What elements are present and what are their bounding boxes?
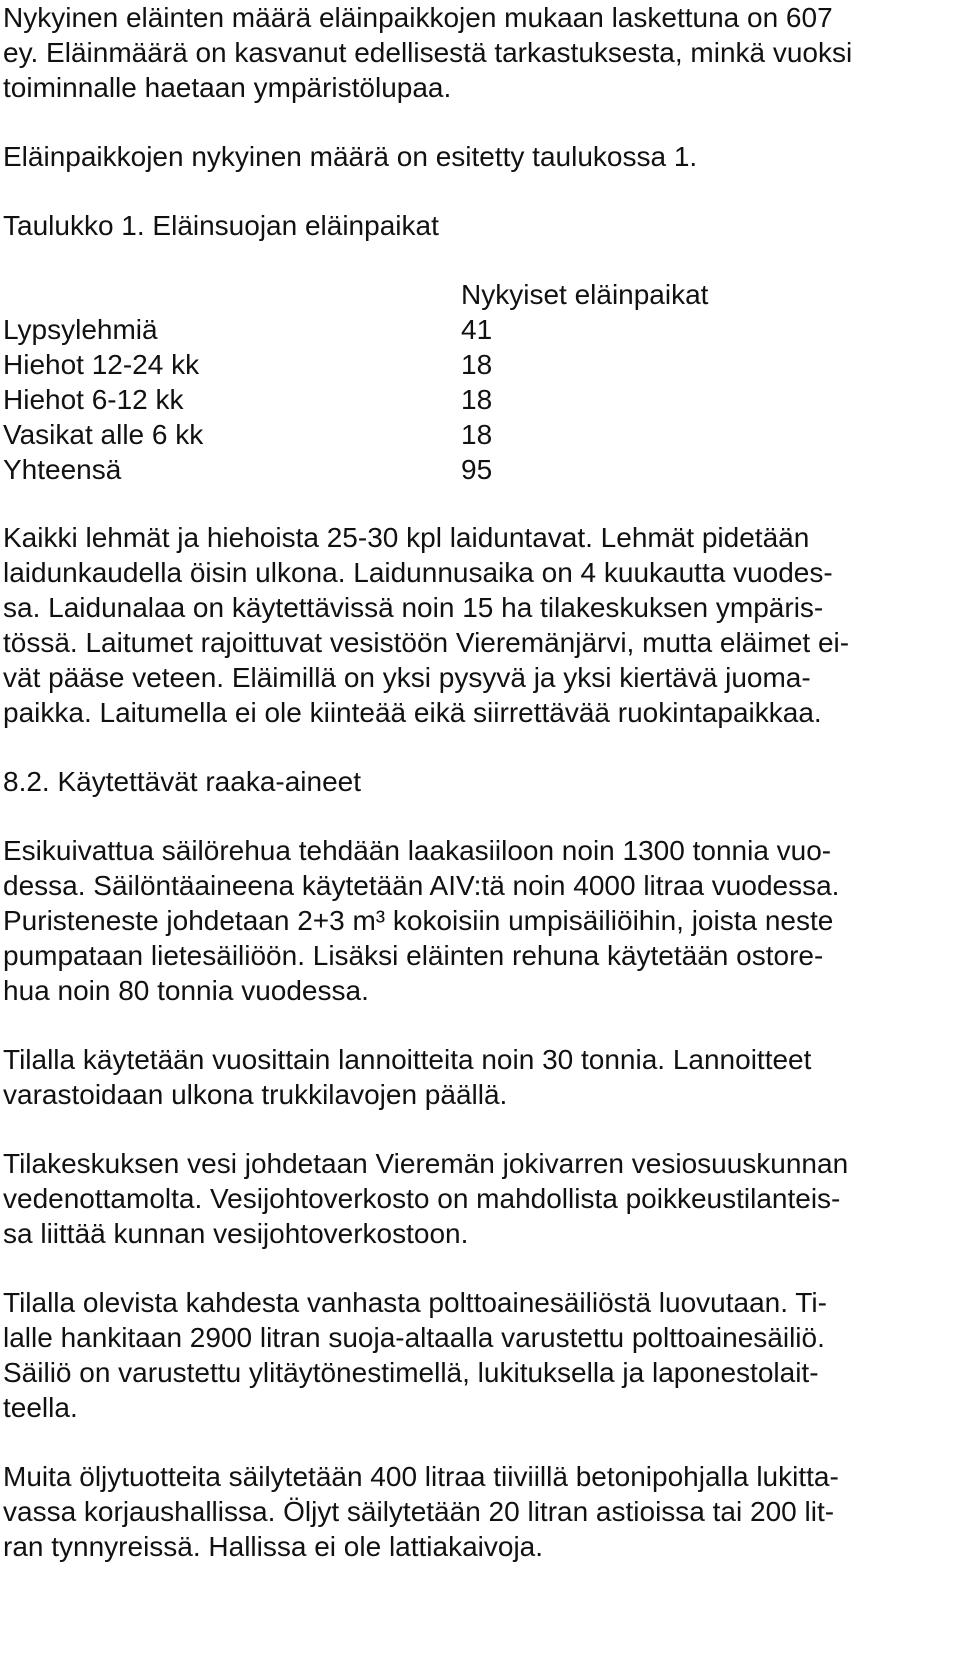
- paragraph-3-line-5: vät pääse veteen. Eläimillä on yksi pysyvä ja yksi kiertävä juoma-: [3, 662, 811, 693]
- paragraph-4-line-3: Puristeneste johdetaan 2+3 m³ kokoisiin umpisäiliöihin, joista neste: [3, 905, 834, 936]
- paragraph-8-line-2: vassa korjaushallissa. Öljyt säilytetään 20 litran astioissa tai 200 lit-: [3, 1496, 835, 1527]
- table-row-label: Yhteensä: [3, 454, 122, 485]
- table-row: [3, 382, 903, 417]
- paragraph-5-line-1: Tilalla käytetään vuosittain lannoitteita noin 30 tonnia. Lannoitteet: [3, 1044, 812, 1075]
- paragraph-5-line-2: varastoidaan ulkona trukkilavojen päällä.: [3, 1079, 508, 1110]
- paragraph-2-line-1: Eläinpaikkojen nykyinen määrä on esitetty taulukossa 1.: [3, 141, 698, 172]
- table-row-value: 18: [461, 384, 493, 415]
- paragraph-8-line-1: Muita öljytuotteita säilytetään 400 litraa tiiviillä betonipohjalla lukitta-: [3, 1461, 839, 1492]
- table-row-label: Vasikat alle 6 kk: [3, 419, 204, 450]
- paragraph-3-line-3: sa. Laidunalaa on käytettävissä noin 15 ha tilakeskuksen ympäris-: [3, 592, 824, 623]
- table-row-label: Hiehot 12-24 kk: [3, 349, 200, 380]
- section-heading: 8.2. Käytettävät raaka-aineet: [3, 766, 361, 797]
- paragraph-1-line-2: ey. Eläinmäärä on kasvanut edellisestä tarkastuksesta, minkä vuoksi: [3, 37, 853, 68]
- paragraph-7-line-4: teella.: [3, 1392, 78, 1423]
- table-caption: Taulukko 1. Eläinsuojan eläinpaikat: [3, 210, 439, 241]
- paragraph-8-line-3: ran tynnyreissä. Hallissa ei ole lattiakaivoja.: [3, 1531, 544, 1562]
- paragraph-7-line-1: Tilalla olevista kahdesta vanhasta polttoainesäiliöstä luovutaan. Ti-: [3, 1287, 827, 1318]
- paragraph-4-line-4: pumpataan lietesäiliöön. Lisäksi eläinten rehuna käytetään ostore-: [3, 940, 824, 971]
- paragraph-7-line-3: Säiliö on varustettu ylitäytönestimellä, lukituksella ja laponestolait-: [3, 1357, 819, 1388]
- paragraph-4-line-1: Esikuivattua säilörehua tehdään laakasiiloon noin 1300 tonnia vuo-: [3, 835, 832, 866]
- table-row-label: Lypsylehmiä: [3, 314, 158, 345]
- paragraph-3-line-1: Kaikki lehmät ja hiehoista 25-30 kpl laiduntavat. Lehmät pidetään: [3, 522, 810, 553]
- paragraph-6-line-2: vedenottamolta. Vesijohtoverkosto on mahdollista poikkeustilanteis-: [3, 1183, 841, 1214]
- paragraph-6-line-3: sa liittää kunnan vesijohtoverkostoon.: [3, 1218, 469, 1249]
- paragraph-3-line-4: tössä. Laitumet rajoittuvat vesistöön Vieremänjärvi, mutta eläimet ei-: [3, 627, 850, 658]
- paragraph-1-line-1: Nykyinen eläinten määrä eläinpaikkojen mukaan laskettuna on 607: [3, 2, 833, 33]
- table-row-value: 18: [461, 349, 493, 380]
- table-row: [3, 312, 903, 347]
- paragraph-4-line-2: dessa. Säilöntäaineena käytetään AIV:tä noin 4000 litraa vuodessa.: [3, 870, 840, 901]
- table-row-value: 18: [461, 419, 493, 450]
- paragraph-4-line-5: hua noin 80 tonnia vuodessa.: [3, 975, 369, 1006]
- table-row-label: Hiehot 6-12 kk: [3, 384, 184, 415]
- table-row: [3, 347, 903, 382]
- paragraph-7-line-2: lalle hankitaan 2900 litran suoja-altaalla varustettu polttoainesäiliö.: [3, 1322, 825, 1353]
- paragraph-3-line-2: laidunkaudella öisin ulkona. Laidunnusaika on 4 kuukautta vuodes-: [3, 557, 833, 588]
- table-column-header: Nykyiset eläinpaikat: [461, 279, 709, 310]
- paragraph-1-line-3: toiminnalle haetaan ympäristölupaa.: [3, 72, 452, 103]
- table-row-value: 41: [461, 314, 493, 345]
- table-row-total: [3, 452, 903, 487]
- table-row-value: 95: [461, 454, 493, 485]
- table-row: [3, 417, 903, 452]
- paragraph-3-line-6: paikka. Laitumella ei ole kiinteää eikä siirrettävää ruokintapaikkaa.: [3, 697, 822, 728]
- paragraph-6-line-1: Tilakeskuksen vesi johdetaan Vieremän jokivarren vesiosuuskunnan: [3, 1148, 849, 1179]
